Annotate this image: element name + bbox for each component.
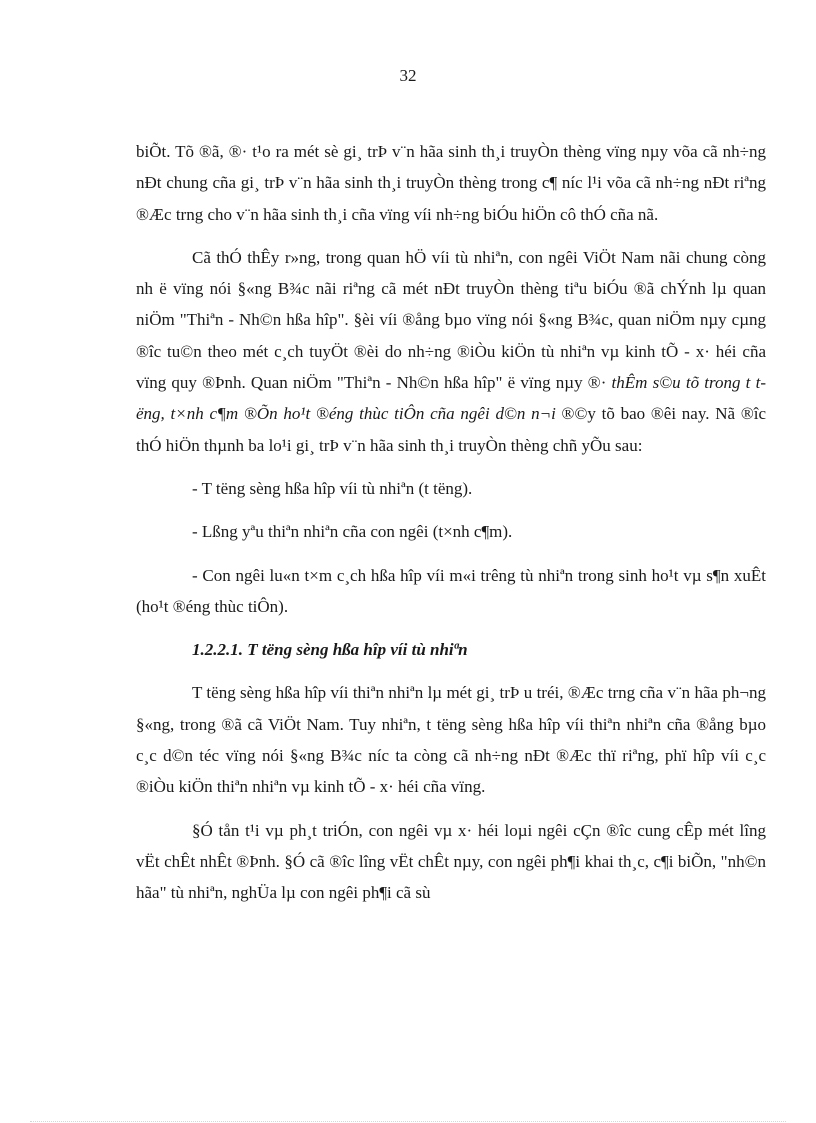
list-item-text: - T tëng sèng hßa hîp víi tù nhiªn (t tëng). <box>192 478 473 498</box>
list-item <box>136 516 766 547</box>
paragraph-3 <box>136 677 766 802</box>
paragraph-2 <box>136 242 766 461</box>
list-item <box>136 473 766 504</box>
paragraph-text: §Ó tån t¹i vµ ph¸t triÓn, con ngêi vµ x· héi loµi ngêi cÇn ®îc cung cÊp mét lîng vËt chÊt nhÊt ®Þnh. §Ó cã ®îc lîng vËt chÊt nµy, con ngêi ph¶i khai th¸c, c¶i biÕn, "nh©n hãa" tù nhiªn, nghÜa lµ con ngêi ph¶i cã sù <box>136 820 766 903</box>
paragraph-text-after: ®©y tõ bao ®êi nay. Nã ®îc thÓ hiÖn thµnh ba lo¹i gi¸ trÞ v¨n hãa sinh th¸i truyÒn thèng chñ yÕu sau: <box>136 404 766 455</box>
paragraph-1 <box>136 136 766 230</box>
paragraph-italic-text: thÊm s©u tõ trong t tëng, t×nh c¶m ®Õn ho¹t ®éng thùc tiÔn cña ngêi d©n n¬i <box>136 373 766 424</box>
list-item <box>136 560 766 623</box>
page-bottom-divider <box>30 1121 786 1122</box>
paragraph-4 <box>136 815 766 909</box>
body-text <box>136 136 766 921</box>
section-heading <box>136 634 766 665</box>
paragraph-text: Cã thÓ thÊy r»ng, trong quan hÖ víi tù nhiªn, con ngêi ViÖt Nam nãi chung còng nh ë vïng nói §«ng B¾c nãi riªng cã mét nÐt truyÒn thèng tiªu biÓu ®ã chÝnh lµ quan niÖm "Thiªn - Nh©n hßa hîp". §èi víi ®ång bµo vïng nói §«ng B¾c, quan niÖm nµy cµng ®îc tu©n theo mét c¸ch tuyÖt ®èi do nh÷ng ®iÒu kiÖn tù nhiªn vµ kinh tÕ - x· héi cña vïng quy ®Þnh. Quan niÖm "Thiªn - Nh©n hßa hîp" ë vïng nµy ®· <box>136 247 766 393</box>
page-number: 32 <box>399 66 417 85</box>
paragraph-text: T tëng sèng hßa hîp víi thiªn nhiªn lµ mét gi¸ trÞ u tréi, ®Æc trng cña v¨n hãa ph¬ng §«ng, trong ®ã cã ViÖt Nam. Tuy nhiªn, t tëng sèng hßa hîp víi thiªn nhiªn cña ®ång bµo c¸c d©n téc vïng nói §«ng B¾c níc ta còng cã nh÷ng nÐt ®Æc thï riªng, phï hîp víi c¸c ®iÒu kiÖn thiªn nhiªn vµ kinh tÕ - x· héi cña vïng. <box>136 683 766 797</box>
section-heading-text: 1.2.2.1. T tëng sèng hßa hîp víi tù nhiªn <box>192 640 468 660</box>
list-item-text: - Con ngêi lu«n t×m c¸ch hßa hîp víi m«i trêng tù nhiªn trong sinh ho¹t vµ s¶n xuÊt (ho¹t ®éng thùc tiÔn). <box>136 565 766 616</box>
list-item-text: - Lßng yªu thiªn nhiªn cña con ngêi (t×nh c¶m). <box>192 522 513 542</box>
paragraph-text: biÕt. Tõ ®ã, ®· t¹o ra mét sè gi¸ trÞ v¨n hãa sinh th¸i truyÒn thèng vïng nµy võa cã nh÷ng nÐt chung cña gi¸ trÞ v¨n hãa sinh th¸i truyÒn thèng trong c¶ níc l¹i võa cã nh÷ng nÐt riªng ®Æc trng cho v¨n hãa sinh th¸i cña vïng víi nh÷ng biÓu hiÖn cô thÓ cña nã. <box>136 142 766 224</box>
